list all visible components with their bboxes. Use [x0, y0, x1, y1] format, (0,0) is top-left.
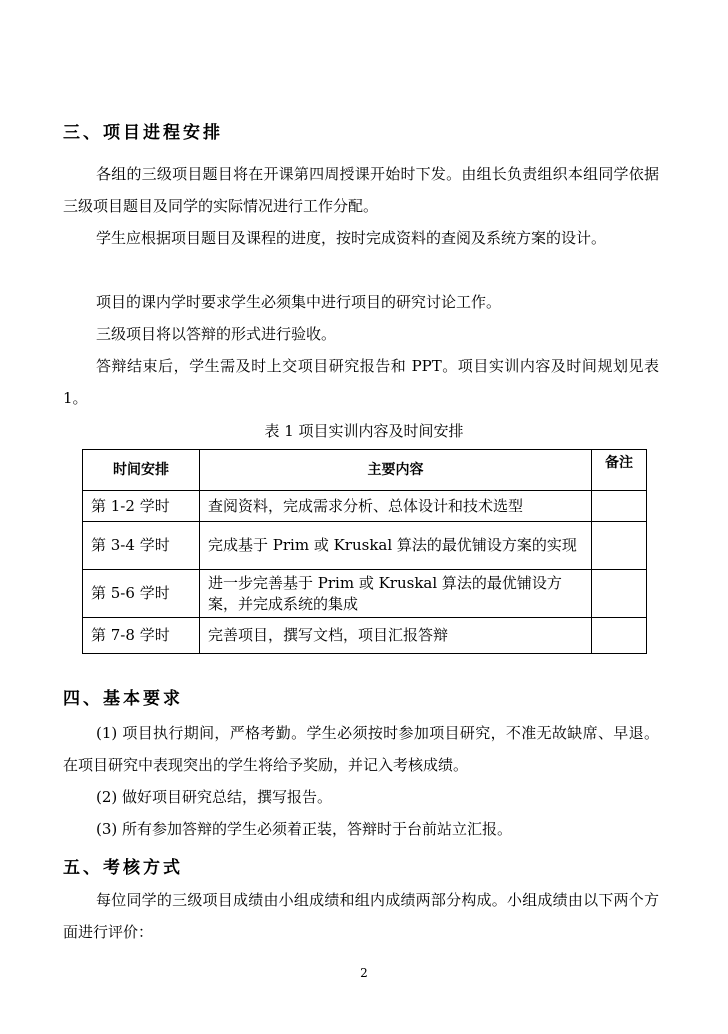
paragraph: (3) 所有参加答辩的学生必须着正装，答辩时于台前站立汇报。 [96, 820, 513, 838]
schedule-table [82, 449, 647, 654]
table-caption: 表 1 项目实训内容及时间安排 [264, 422, 464, 440]
table-cell: 进一步完善基于 Prim 或 Kruskal 算法的最优铺设方案，并完成系统的集成 [200, 570, 592, 618]
page-number: 2 [360, 966, 368, 980]
table-cell: 完善项目，撰写文档，项目汇报答辩 [200, 618, 592, 654]
table-cell: 完成基于 Prim 或 Kruskal 算法的最优铺设方案的实现 [200, 522, 592, 570]
table-cell [592, 522, 647, 570]
paragraph: (1) 项目执行期间，严格考勤。学生必须按时参加项目研究，不准无故缺席、早退。在项目研究中表现突出的学生将给予奖励，并记入考核成绩。 [63, 724, 659, 774]
table-header-row [83, 450, 647, 491]
column-header: 备注 [592, 450, 647, 491]
table-row [83, 618, 647, 654]
paragraph: 三级项目将以答辩的形式进行验收。 [96, 325, 337, 343]
paragraph: 各组的三级项目题目将在开课第四周授课开始时下发。由组长负责组织本组同学依据三级项目题目及同学的实际情况进行工作分配。 [63, 165, 659, 215]
table-cell: 第 5-6 学时 [83, 570, 200, 618]
table-cell: 第 7-8 学时 [83, 618, 200, 654]
table-row [83, 522, 647, 570]
section-heading-4: 四、基本要求 [63, 689, 183, 709]
table-row [83, 491, 647, 522]
section-heading-5: 五、考核方式 [63, 858, 183, 878]
paragraph: 项目的课内学时要求学生必须集中进行项目的研究讨论工作。 [96, 293, 502, 311]
table-cell: 第 3-4 学时 [83, 522, 200, 570]
table-cell [592, 570, 647, 618]
table-cell: 查阅资料，完成需求分析、总体设计和技术选型 [200, 491, 592, 522]
table-cell [592, 491, 647, 522]
table-cell: 第 1-2 学时 [83, 491, 200, 522]
column-header: 主要内容 [200, 450, 592, 491]
column-header: 时间安排 [83, 450, 200, 491]
paragraph: 答辩结束后，学生需及时上交项目研究报告和 PPT。项目实训内容及时间规划见表 1。 [63, 357, 659, 407]
paragraph: 每位同学的三级项目成绩由小组成绩和组内成绩两部分构成。小组成绩由以下两个方面进行评价： [63, 891, 659, 941]
paragraph: (2) 做好项目研究总结，撰写报告。 [96, 788, 333, 806]
section-heading-3: 三、项目进程安排 [63, 123, 223, 143]
paragraph: 学生应根据项目题目及课程的进度，按时完成资料的查阅及系统方案的设计。 [96, 229, 607, 247]
table-cell [592, 618, 647, 654]
table-row [83, 570, 647, 618]
